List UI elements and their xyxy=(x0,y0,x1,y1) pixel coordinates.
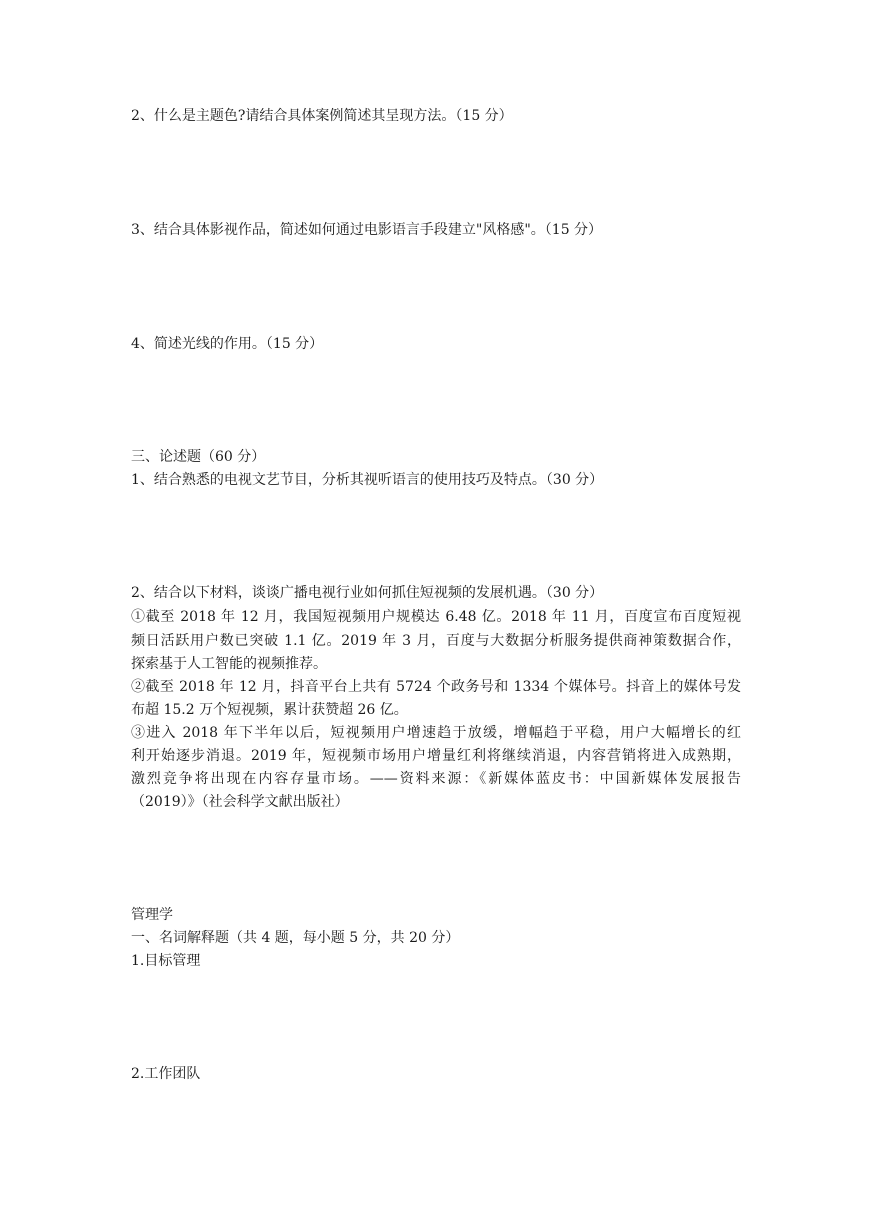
question-4-lighting: 4、简述光线的作用。（15 分） xyxy=(131,336,324,352)
material-line: ①截至 2018 年 12 月，我国短视频用户规模达 6.48 亿。2018 年 11 月，百度宣布百度短视 xyxy=(131,609,741,625)
subject-title-management: 管理学 xyxy=(131,907,173,923)
material-line: 利开始逐步消退。2019 年，短视频市场用户增量红利将继续消退，内容营销将进入成熟期， xyxy=(131,748,741,764)
material-line: 激烈竞争将出现在内容存量市场。——资料来源：《新媒体蓝皮书：中国新媒体发展报告 xyxy=(131,771,741,787)
material-line: 探索基于人工智能的视频推荐。 xyxy=(131,656,327,672)
term-1-management-by-objectives: 1.目标管理 xyxy=(131,953,201,969)
term-definition-section-heading: 一、名词解释题（共 4 题，每小题 5 分，共 20 分） xyxy=(131,930,460,946)
question-3-style-sense: 3、结合具体影视作品，简述如何通过电影语言手段建立"风格感"。（15 分） xyxy=(131,222,603,238)
essay-question-1: 1、结合熟悉的电视文艺节目，分析其视听语言的使用技巧及特点。（30 分） xyxy=(131,472,604,488)
material-line: 布超 15.2 万个短视频，累计获赞超 26 亿。 xyxy=(131,702,408,718)
material-line: ③进入 2018 年下半年以后，短视频用户增速趋于放缓，增幅趋于平稳，用户大幅增长的红 xyxy=(131,725,741,741)
material-line: （2019）》（社会科学文献出版社） xyxy=(131,794,349,810)
term-2-work-team: 2.工作团队 xyxy=(131,1066,201,1082)
question-2-theme-color: 2、什么是主题色?请结合具体案例简述其呈现方法。（15 分） xyxy=(131,108,513,124)
essay-section-heading: 三、论述题（60 分） xyxy=(131,449,266,465)
essay-question-2: 2、结合以下材料，谈谈广播电视行业如何抓住短视频的发展机遇。（30 分） xyxy=(131,585,604,601)
material-line: 频日活跃用户数已突破 1.1 亿。2019 年 3 月，百度与大数据分析服务提供商神策数据合作， xyxy=(131,633,741,649)
material-line: ②截至 2018 年 12 月，抖音平台上共有 5724 个政务号和 1334 个媒体号。抖音上的媒体号发 xyxy=(131,679,741,695)
